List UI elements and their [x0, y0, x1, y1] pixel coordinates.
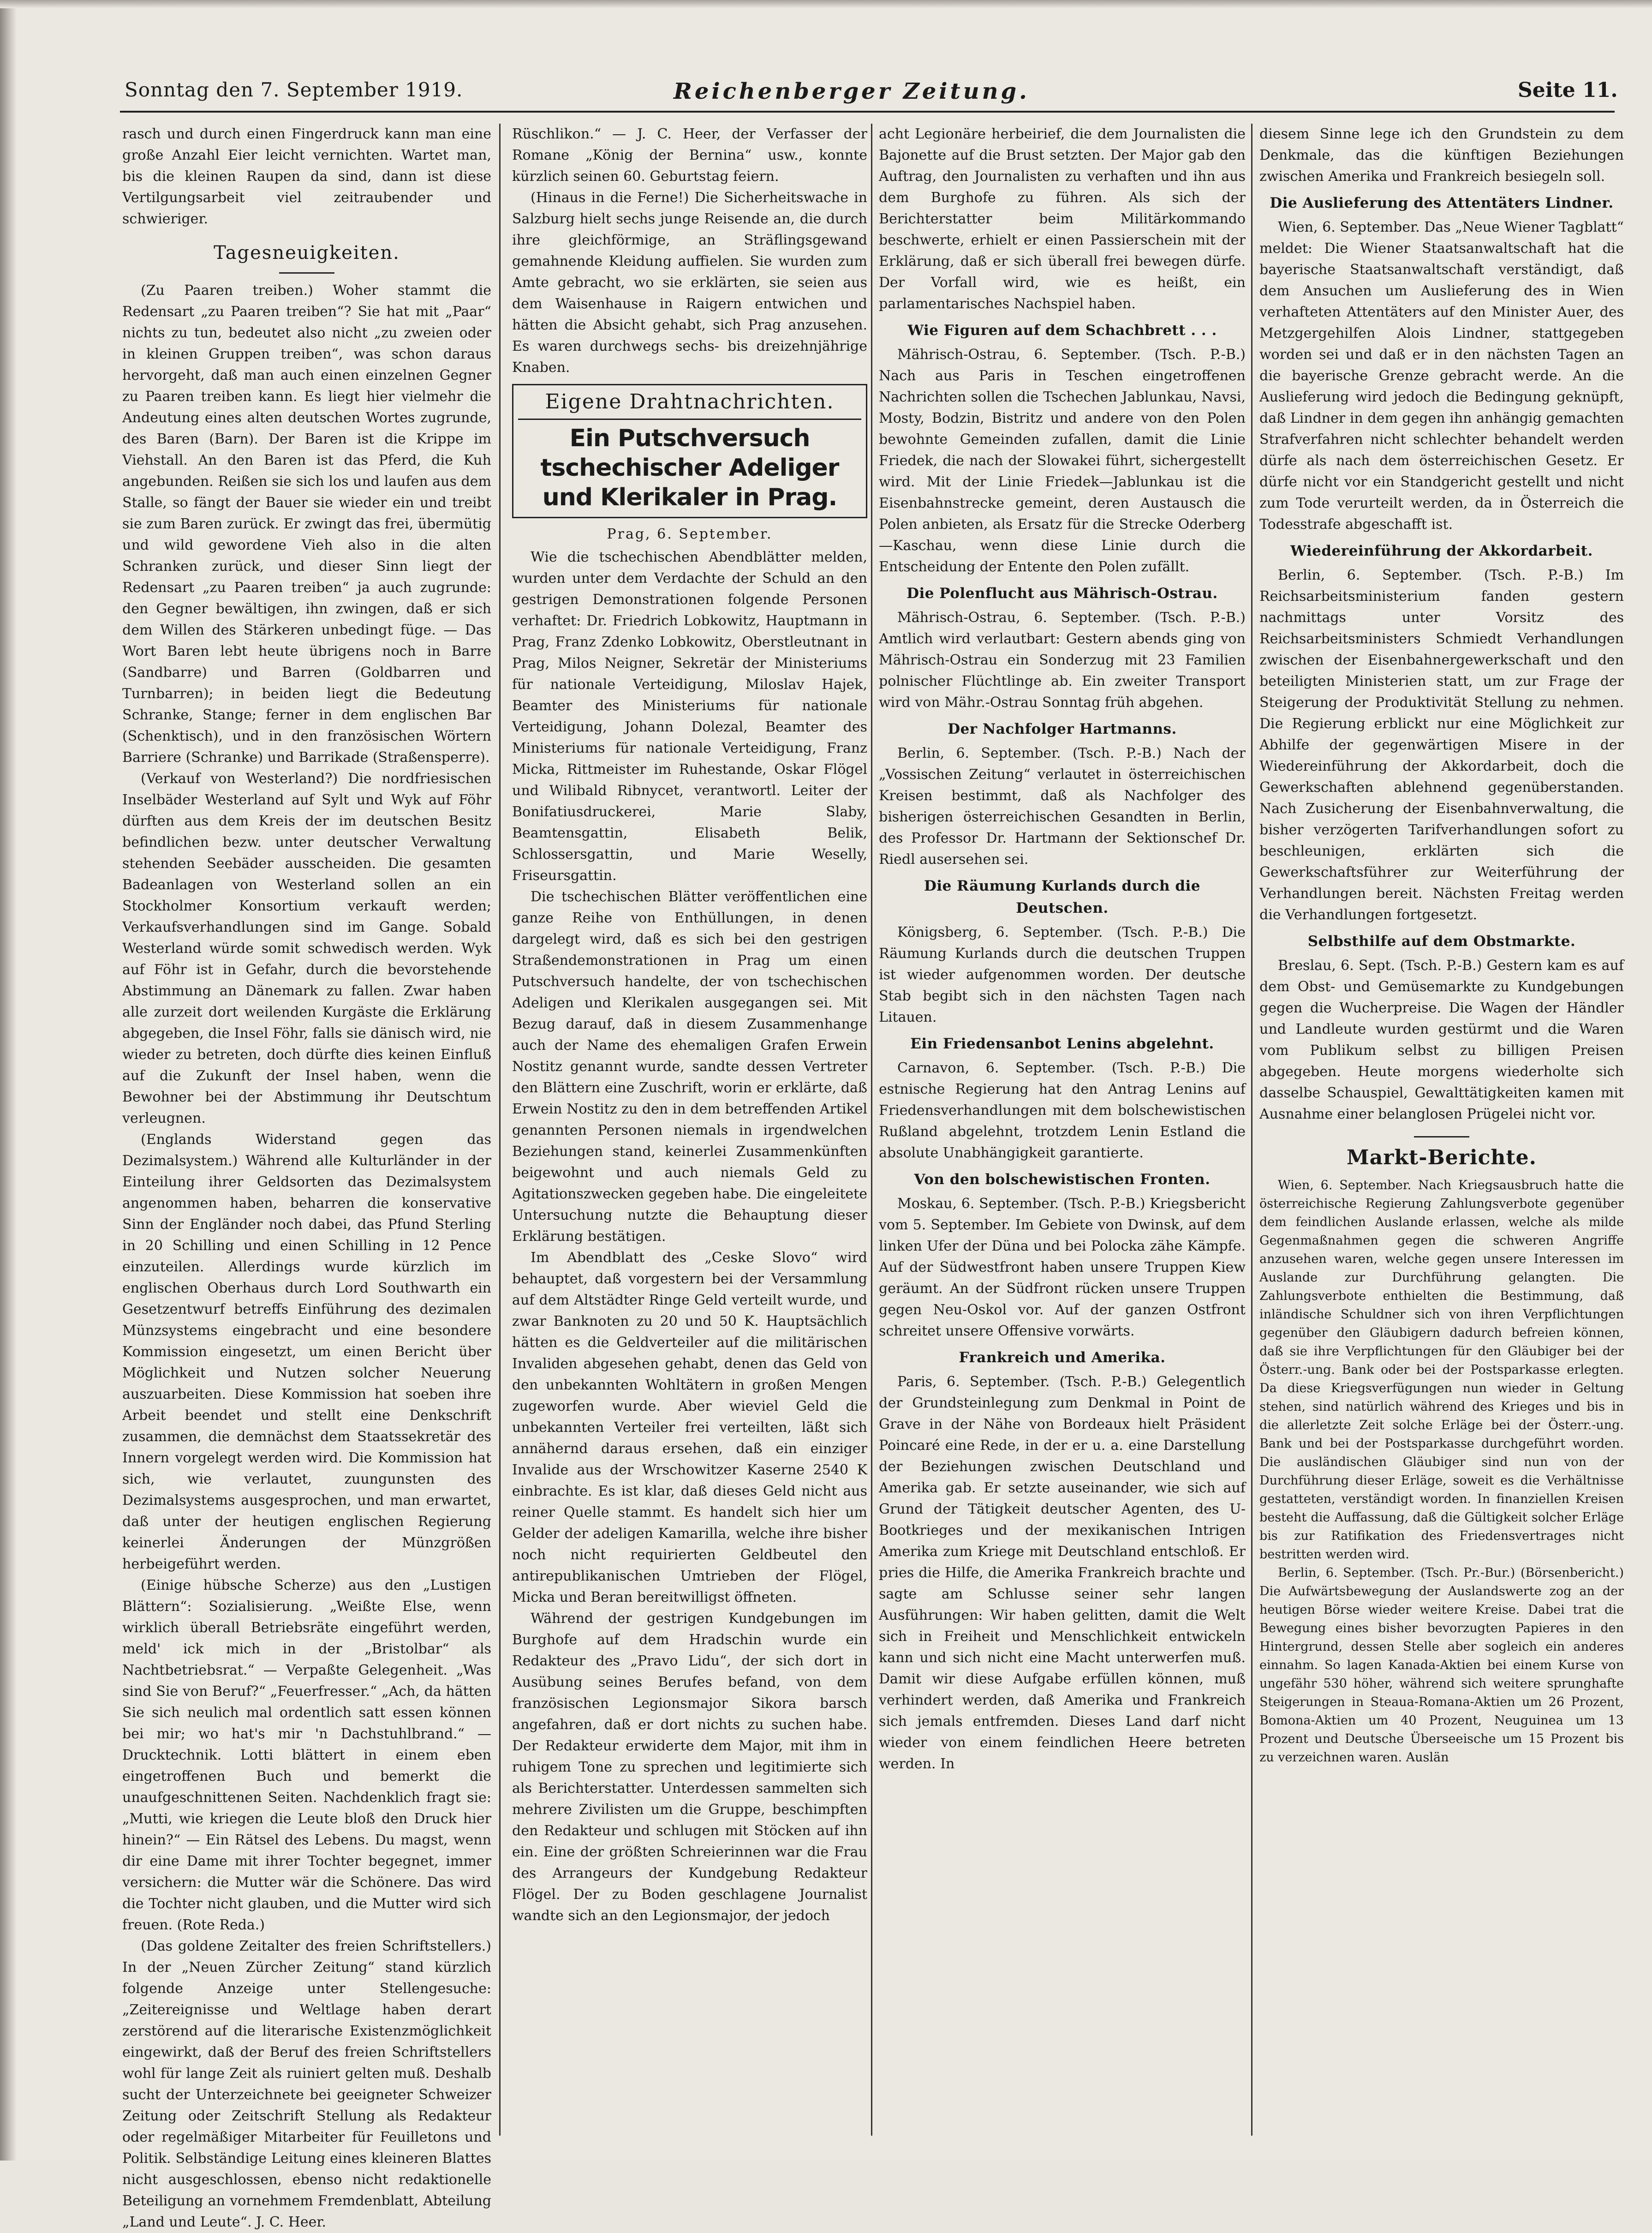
- column-divider: [1251, 124, 1252, 2136]
- dateline: Prag, 6. September.: [607, 526, 773, 542]
- article-paragraph: (Hinaus in die Ferne!) Die Sicherheitswache in Salzburg hielt sechs junge Reisende an, die durch ihre gleichförmige, an Sträflingsgewand gemahnende Kleidung auffielen. Sie wurden zum Amte gebracht, wo sie erklärten, sie seien aus dem Waisenhause in Raigern entwichen und hätten die Absicht gehabt, sich Prag anzusehen. Es waren durchwegs sechs- bis dreizehnjährige Knaben.: [512, 190, 867, 376]
- article-heading: Selbsthilfe auf dem Obstmarkte.: [1307, 933, 1576, 950]
- article-paragraph: Carnavon, 6. September. (Tsch. P.-B.) Die estnische Regierung hat den Antrag Lenins auf Friedensverhandlungen mit dem bolschewistischen Rußland abgelehnt, trotzdem Lenin Estland die absolute Unabhängigkeit garantierte.: [879, 1060, 1246, 1161]
- market-paragraph: Wien, 6. September. Nach Kriegsausbruch hatte die österreichische Regierung Zahlungsverbote gegenüber dem feindlichen Auslande erlassen, welche als milde Gegenmaßnahmen gegen die schweren Angriffe anzusehen waren, welche gegen unsere Interessen im Auslande zur Durchführung gelangten. Die Zahlungsverbote enthielten die Bestimmung, daß inländische Schuldner sich von ihren Verpflichtungen gegenüber den Gläubigern dadurch befreien können, daß sie ihre Verpflichtungen für den Gläubiger bei der Österr.-ung. Bank oder bei der Postsparkasse erlegten. Da diese Kriegsverfügungen nun wieder in Geltung stehen, sind natürlich während des Krieges und bis in die allerletzte Zeit solche Erläge bei der Österr.-ung. Bank und bei der Postsparkasse durchgeführt worden. Die ausländischen Gläubiger sind nun von der Durchführung dieser Erläge, soweit es die Verhältnisse gestatteten, verständigt worden. In finanziellen Kreisen besteht die Auffassung, daß die Gültigkeit solcher Erläge bis zur Ratifikation des Friedensvertrages nicht bestritten werden wird.: [1259, 1178, 1624, 1562]
- masthead-title: Reichenberger Zeitung.: [674, 78, 1030, 104]
- article-heading: Wie Figuren auf dem Schachbrett . . .: [907, 322, 1217, 339]
- column-divider: [499, 124, 501, 2136]
- article-paragraph: Berlin, 6. September. (Tsch. P.-B.) Nach der „Vossischen Zeitung“ verlautet in österreichischen Kreisen bestimmt, daß als Nachfolger des bisherigen österreichischen Gesandten in Berlin, des Professor Dr. Hartmann der Sektionschef Dr. Riedl ausersehen sei.: [879, 745, 1246, 868]
- column-4: [1259, 124, 1624, 2136]
- column-divider: [871, 124, 872, 2136]
- article-heading: Frankreich und Amerika.: [959, 1349, 1166, 1366]
- section-rule: [279, 272, 334, 274]
- article-paragraph: Die tschechischen Blätter veröffentlichen eine ganze Reihe von Enthüllungen, in denen dargelegt wird, daß es sich bei den gestrigen Straßendemonstrationen in Prag um einen Putschversuch handelte, der von tschechischen Adeligen und Klerikalen ausgegangen sei. Mit Bezug darauf, daß in diesem Zusammenhange auch der Name des ehemaligen Grafen Erwein Nostitz genannt wurde, sandte dessen Vertreter den Blättern eine Zuschrift, worin er erklärte, daß Erwein Nostitz zu den in dem betreffenden Artikel genannten Personen niemals in irgendwelchen Beziehungen stand, keinerlei Zusammenkünften beigewohnt und auch niemals Geld zu Agitationszwecken gegeben habe. Die eingeleitete Untersuchung nutzte die Behauptung dieser Erklärung bestätigen.: [512, 889, 867, 1245]
- article-paragraph: Mährisch-Ostrau, 6. September. (Tsch. P.-B.) Nach aus Paris in Teschen eingetroffenen Nachrichten sollen die Tschechen Jablunkau, Navsi, Mosty, Bodzin, Bistritz und andere von den Polen bewohnte Gemeinden zufallen, damit die Linie Friedek, die nach der Slowakei führt, sichergestellt wird. Mit der Linie Friedek—Jablunkau ist die Eisenbahnstrecke gemeint, deren Austausch die Polen anbieten, als Ersatz für die Strecke Oderberg—Kaschau, wenn diese Linie durch die Entscheidung der Entente den Polen zufällt.: [879, 347, 1246, 575]
- article-paragraph: Königsberg, 6. September. (Tsch. P.-B.) Die Räumung Kurlands durch die deutschen Truppen ist wieder aufgenommen worden. Der deutsche Stab begibt sich in den nächsten Tagen nach Litauen.: [879, 924, 1246, 1025]
- wire-news-box: [512, 384, 867, 518]
- article-paragraph: (Verkauf von Westerland?) Die nordfriesischen Inselbäder Westerland auf Sylt und Wyk auf Föhr dürften aus dem Kreis der im deutschen Besitz befindlichen bezw. unter deutscher Verwaltung stehenden Seebäder ausscheiden. Die gesamten Badeanlagen von Westerland sollen an ein Stockholmer Konsortium verkauft werden; Verkaufsverhandlungen sind im Gange. Sobald Westerland würde somit schwedisch werden. Wyk auf Föhr ist in Gefahr, durch die bevorstehende Abstimmung an Dänemark zu fallen. Zwar haben alle zurzeit dort weilenden Kurgäste die Erklärung abgegeben, die Insel Föhr, falls sie dänisch wird, nie wieder zu betreten, doch dürfte dies keinen Einfluß auf die Zukunft der Insel haben, wenn die Bewohner bei der Abstimmung ihr Deutschtum verleugnen.: [122, 771, 491, 1126]
- article-paragraph: (Zu Paaren treiben.) Woher stammt die Redensart „zu Paaren treiben“? Sie hat mit „Paar“ nichts zu tun, bedeutet also nicht „zu zweien oder in kleinen Gruppen treiben“, was schon daraus hervorgeht, daß man auch einen einzelnen Gegner zu Paaren treiben kann. Es liegt hier vielmehr die Andeutung eines alten deutschen Wortes zugrunde, des Baren (Barn). Der Baren ist die Krippe im Viehstall. An den Baren ist das Pferd, die Kuh angebunden. Reißen sie sich los und laufen aus dem Stalle, so fängt der Bauer sie wieder ein und treibt sie zum Baren zurück. Er zwingt das frei, übermütig und wild gewordene Vieh also in die alten Schranken zurück, und dieser Sinn liegt der Redensart „zu Paaren treiben“ ja auch zugrunde: den Gegner bewältigen, ihn zwingen, daß er sich dem Willen des Stärkeren unbedingt füge. — Das Wort Baren lebt heute übrigens noch in Barre (Sandbarre) und Barren (Goldbarren und Turnbarren); in beiden liegt die Bedeutung Schranke, Stange; ferner in dem englischen Bar (Schenktisch), und in den französischen Wörtern Barriere (Schranke) und Barrikade (Straßensperre).: [122, 282, 491, 766]
- article-paragraph: acht Legionäre herbeirief, die dem Journalisten die Bajonette auf die Brust setzten. Der Major gab den Auftrag, den Journalisten zu verhaften und ihn aus dem Burghofe zu führen. Als sich der Berichterstatter beim Militärkommando beschwerte, erhielt er einen Passierschein mit der Erklärung, daß er sich überall frei bewegen dürfe. Der Vorfall wird, wie es heißt, ein parlamentarisches Nachspiel haben.: [879, 126, 1246, 312]
- column-2: [512, 124, 867, 2136]
- article-heading: Die Auslieferung des Attentäters Lindner.: [1270, 195, 1614, 211]
- article-heading: Die Räumung Kurlands durch die Deutschen.: [924, 878, 1200, 916]
- article-paragraph: rasch und durch einen Fingerdruck kann man eine große Anzahl Eier leicht vernichten. Wartet man, bis die kleinen Raupen da sind, dann ist diese Vertilgungsarbeit viel zeitraubender und schwieriger.: [122, 126, 491, 227]
- article-paragraph: Rüschlikon.“ — J. C. Heer, der Verfasser der Romane „König der Bernina“ usw., konnte kürzlich seinen 60. Geburtstag feiern.: [512, 126, 867, 185]
- market-paragraph: Berlin, 6. September. (Tsch. Pr.-Bur.) (Börsenbericht.) Die Aufwärtsbewegung der Auslandswerte zog an der heutigen Börse wieder weitere Kreise. Dabei trat die Bewegung eines bisher bevorzugten Papieres in den Hintergrund, dessen Stelle aber sogleich ein anderes einnahm. So lagen Kanada-Aktien bei einem Kurse von ungefähr 530 höher, während sich weitere sprunghafte Steigerungen in Steaua-Romana-Aktien um 26 Prozent, Bomona-Aktien um 40 Prozent, Neuguinea um 13 Prozent und Deutsche Überseeische um 15 Prozent bis zu verzeichnen waren. Auslän: [1259, 1566, 1624, 1765]
- header-rule: [120, 111, 1615, 113]
- wire-news-title: Eigene Drahtnachrichten.: [545, 390, 835, 413]
- article-heading: Der Nachfolger Hartmanns.: [948, 721, 1177, 737]
- scan-edge-top: [0, 0, 1652, 8]
- headline: Ein Putschversuch tschechischer Adeliger und Klerikaler in Prag.: [540, 425, 839, 511]
- article-heading: Von den bolschewistischen Fronten.: [914, 1171, 1211, 1188]
- article-paragraph: Moskau, 6. September. (Tsch. P.-B.) Kriegsbericht vom 5. September. Im Gebiete von Dwinsk, auf dem linken Ufer der Düna und bei Polocka zähe Kämpfe. Auf der Südwestfront haben unsere Truppen Kiew geräumt. An der Südfront rücken unsere Truppen gegen Neu-Oskol vor. Auf der ganzen Ostfront schreitet unsere Offensive vorwärts.: [879, 1196, 1246, 1339]
- article-heading: Wiedereinführung der Akkordarbeit.: [1290, 543, 1593, 559]
- article-paragraph: Breslau, 6. Sept. (Tsch. P.-B.) Gestern kam es auf dem Obst- und Gemüsemarkte zu Kundgebungen gegen die Wucherpreise. Die Wagen der Händler und Landleute wurden gestürmt und die Waren vom Publikum selbst zu billigen Preisen abgegeben. Heute morgens wiederholte sich dasselbe Schauspiel, Gewalttätigkeiten kamen mit Ausnahme einer belanglosen Prügelei nicht vor.: [1259, 958, 1624, 1122]
- section-rule: [1414, 1136, 1469, 1137]
- article-heading: Die Polenflucht aus Mährisch-Ostrau.: [907, 585, 1218, 602]
- article-paragraph: Wie die tschechischen Abendblätter melden, wurden unter dem Verdachte der Schuld an den gestrigen Demonstrationen folgende Personen verhaftet: Dr. Friedrich Lobkowitz, Hauptmann in Prag, Franz Zdenko Lobkowitz, Oberstleutnant in Prag, Milos Neigner, Sekretär der Ministeriums für nationale Verteidigung, Miloslav Hajek, Beamter des Ministeriums für nationale Verteidigung, Johann Dolezal, Beamter des Ministeriums für nationale Verteidigung, Franz Micka, Rittmeister im Ruhestande, Oskar Flögel und Wilibald Ribnycet, verantwortl. Leiter der Bonifatiusdruckerei, Marie Slaby, Beamtensgattin, Elisabeth Belik, Schlossersgattin, und Marie Weselly, Friseursgattin.: [512, 549, 867, 884]
- article-heading: Ein Friedensanbot Lenins abgelehnt.: [910, 1036, 1214, 1052]
- article-paragraph: (Einige hübsche Scherze) aus den „Lustigen Blättern“: Sozialisierung. „Weißte Else, wenn wirklich überall Betriebsräte eingeführt werden, meld' ick mich in der „Bristolbar“ als Nachtbetriebsrat.“ — Verpaßte Gelegenheit. „Was sind Sie von Beruf?“ „Feuerfresser.“ „Ach, da hätten Sie sich neulich mal ordentlich satt essen können bei mir; wo hat's mir 'n Dachstuhlbrand.“ — Drucktechnik. Lotti blättert in einem eben eingetroffenen Buch und bemerkt die unaufgeschnittenen Seiten. Nachdenklich fragt sie: „Mutti, wie kriegen die Leute bloß den Druck hier hinein?“ — Ein Rätsel des Lebens. Du magst, wenn dir eine Dame mit ihrer Tochter begegnet, immer versichern: die Mutter wär die Schönere. Das wird die Tochter nicht glauben, und die Mutter wird sich freuen. (Rote Reda.): [122, 1577, 491, 1933]
- header-date: Sonntag den 7. September 1919.: [125, 78, 463, 101]
- article-paragraph: Im Abendblatt des „Ceske Slovo“ wird behauptet, daß vorgestern bei der Versammlung auf dem Altstädter Ringe Geld verteilt wurde, und zwar Banknoten zu 20 und 50 K. Hauptsächlich hätten es die Geldverteiler auf die militärischen Invaliden abgesehen gehabt, denen das Geld von den unbekannten Wohltätern in großen Mengen zugeworfen wurde. Aber wieviel Geld die unbekannten Verteiler frei verteilten, läßt sich annähernd daraus ersehen, daß ein einziger Invalide aus der Wrschowitzer Kaserne 2540 K einbrachte. Es ist klar, daß dieses Geld nicht aus reiner Quelle stammt. Es handelt sich hier um Gelder der adeligen Kamarilla, welche ihre bisher noch nicht requirierten Geldbeutel den antirepublikanischen Umtrieben der Flögel, Micka und Beran bereitwilligst öffneten.: [512, 1250, 867, 1605]
- page-number: Seite 11.: [1518, 78, 1618, 102]
- article-paragraph: Während der gestrigen Kundgebungen im Burghofe auf dem Hradschin wurde ein Redakteur des „Pravo Lidu“, der sich dort in Ausübung seines Berufes befand, von dem französischen Legionsmajor Sikora barsch angefahren, daß er dort nichts zu suchen habe. Der Redakteur erwiderte dem Major, mit ihm in ruhigem Tone zu sprechen und legitimierte sich als Berichterstatter. Unterdessen sammelten sich mehrere Zivilisten um die Gruppe, beschimpften den Redakteur und schlugen mit Stöcken auf ihn ein. Eine der größten Schreierinnen war die Frau des Arrangeurs der Kundgebung Redakteur Flögel. Der zu Boden geschlagene Journalist wandte sich an den Legionsmajor, der jedoch: [512, 1610, 867, 1924]
- column-3: [879, 124, 1246, 2136]
- box-rule: [518, 419, 861, 420]
- column-1: [122, 124, 491, 2230]
- article-paragraph: Wien, 6. September. Das „Neue Wiener Tagblatt“ meldet: Die Wiener Staatsanwaltschaft hat die bayerische Staatsanwaltschaft verständigt, daß dem Ansuchen um Auslieferung des in Wien verhafteten Attentäters auf den Minister Auer, des Metzgergehilfen Alois Lindner, stattgegeben worden sei und daß er in den nächsten Tagen an die bayerische Grenze gebracht werde. An die Auslieferung wird jedoch die Bedingung geknüpft, daß Lindner in dem gegen ihn anhängig gemachten Strafverfahren nicht schlechter behandelt werden dürfe als nach dem österreichischen Gesetz. Er dürfe nicht vor ein Standgericht gestellt und nicht zum Tode verurteilt werden, da in Österreich die Todesstrafe abgeschafft ist.: [1259, 219, 1624, 533]
- section-title: Tagesneuigkeiten.: [214, 242, 400, 263]
- article-paragraph: Paris, 6. September. (Tsch. P.-B.) Gelegentlich der Grundsteinlegung zum Denkmal in Point de Grave in der Nähe von Bordeaux hielt Präsident Poincaré eine Rede, in der er u. a. eine Darstellung der Beziehungen zwischen Deutschland und Amerika gab. Er setzte auseinander, wie sich auf Grund der Tätigkeit deutscher Agenten, des U-Bootkrieges und der mexikanischen Intrigen Amerika zum Kriege mit Deutschland entschloß. Er pries die Hilfe, die Amerika Frankreich brachte und sagte am Schlusse seiner sehr langen Ausführungen: Wir haben gelitten, damit die Welt sich in Freiheit und Menschlichkeit entwickeln kann und sich nicht eine Macht unterwerfen muß. Damit wir diese Aufgabe erfüllen können, muß verhindert werden, daß Amerika und Frankreich sich jemals entfremden. Dieses Land darf nicht wieder von einem feindlichen Heere betreten werden. In: [879, 1374, 1246, 1772]
- market-reports-title: Markt-Berichte.: [1347, 1146, 1537, 1169]
- scan-edge-left: [0, 0, 17, 2161]
- article-paragraph: (Englands Widerstand gegen das Dezimalsystem.) Während alle Kulturländer in der Einteilung ihrer Geldsorten das Dezimalsystem angenommen haben, beharren die konservative Sinn der Engländer noch dabei, das Pfund Sterling in 20 Schilling und einen Schilling in 12 Pence einzuteilen. Allerdings wurde kürzlich im englischen Oberhaus durch Lord Southwarth ein Gesetzentwurf betreffs Einführung des dezimalen Münzsystems eingebracht und eine besondere Kommission eingesetzt, um einen Bericht über Möglichkeit und Nutzen solcher Neuerung auszuarbeiten. Diese Kommission hat soeben ihre Arbeit beendet und stellt eine Denkschrift zusammen, die demnächst dem Staatssekretär des Innern vorgelegt werden wird. Die Kommission hat sich, wie verlautet, zuungunsten des Dezimalsystems ausgesprochen, und man erwartet, daß unter der heutigen englischen Regierung keinerlei Änderungen der Münzgrößen herbeigeführt werden.: [122, 1131, 491, 1572]
- article-paragraph: Berlin, 6. September. (Tsch. P.-B.) Im Reichsarbeitsministerium fanden gestern nachmittags unter Vorsitz des Reichsarbeitsministers Schmiedt Verhandlungen zwischen der Eisenbahnergewerkschaft und den beteiligten Ministerien statt, um zur Frage der Steigerung der Produktivität Stellung zu nehmen. Die Regierung erblickt nur eine Möglichkeit zur Abhilfe der gegenwärtigen Misere in der Wiedereinführung der Akkordarbeit, doch die Gewerkschaften ablehnend gegenüberstanden. Nach Zusicherung der Eisenbahnverwaltung, die bisher verzögerten Tarifverhandlungen sofort zu beschleunigen, erklärten sich die Gewerkschaftsführer zur Weiterführung der Verhandlungen bereit. Nächsten Freitag werden die Verhandlungen fortgesetzt.: [1259, 567, 1624, 923]
- article-paragraph: Mährisch-Ostrau, 6. September. (Tsch. P.-B.) Amtlich wird verlautbart: Gestern abends ging von Mährisch-Ostrau ein Sonderzug mit 23 Familien polnischer Flüchtlinge ab. Ein zweiter Transport wird von Mähr.-Ostrau Sonntag früh abgehen.: [879, 610, 1246, 711]
- article-paragraph: (Das goldene Zeitalter des freien Schriftstellers.) In der „Neuen Zürcher Zeitung“ stand kürzlich folgende Anzeige unter Stellengesuche: „Zeitereignisse und Weltlage haben derart zerstörend auf die literarische Existenzmöglichkeit eingewirkt, daß der Beruf des freien Schriftstellers wohl für lange Zeit als ruiniert gelten muß. Deshalb sucht der Unterzeichnete bei geeigneter Schweizer Zeitung oder Zeitschrift Stellung als Redakteur oder regelmäßiger Mitarbeiter für Feuilletons und Politik. Selbständige Leitung eines kleineren Blattes nicht ausgeschlossen, ebenso nicht redaktionelle Beteiligung an vornehmem Fremdenblatt, Abteilung „Land und Leute“. J. C. Heer.: [122, 1938, 491, 2230]
- article-paragraph: diesem Sinne lege ich den Grundstein zu dem Denkmale, das die künftigen Beziehungen zwischen Amerika und Frankreich besiegeln soll.: [1259, 126, 1624, 185]
